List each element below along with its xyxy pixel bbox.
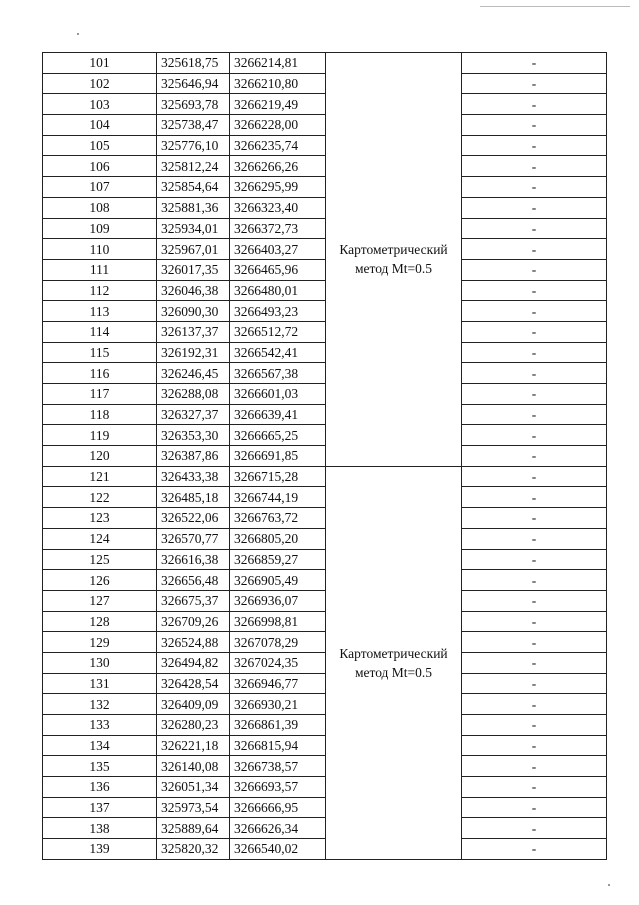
y-coordinate-cell: 3266512,72 <box>230 321 326 342</box>
point-number-cell: 122 <box>43 487 157 508</box>
accuracy-cell: - <box>462 590 607 611</box>
x-coordinate-cell: 326409,09 <box>157 694 230 715</box>
accuracy-cell: - <box>462 818 607 839</box>
table-row <box>43 425 607 446</box>
table-row <box>43 239 607 260</box>
y-coordinate-cell: 3266805,20 <box>230 528 326 549</box>
y-coordinate-cell: 3266235,74 <box>230 135 326 156</box>
y-coordinate-cell: 3266266,26 <box>230 156 326 177</box>
accuracy-cell: - <box>462 715 607 736</box>
x-coordinate-cell: 326046,38 <box>157 280 230 301</box>
accuracy-cell: - <box>462 280 607 301</box>
x-coordinate-cell: 326570,77 <box>157 528 230 549</box>
x-coordinate-cell: 326137,37 <box>157 321 230 342</box>
accuracy-cell: - <box>462 301 607 322</box>
x-coordinate-cell: 326140,08 <box>157 756 230 777</box>
y-coordinate-cell: 3266998,81 <box>230 611 326 632</box>
point-number-cell: 125 <box>43 549 157 570</box>
x-coordinate-cell: 325693,78 <box>157 94 230 115</box>
table-row <box>43 549 607 570</box>
point-number-cell: 132 <box>43 694 157 715</box>
accuracy-cell: - <box>462 218 607 239</box>
table-row <box>43 218 607 239</box>
y-coordinate-cell: 3266693,57 <box>230 777 326 798</box>
y-coordinate-cell: 3266323,40 <box>230 197 326 218</box>
point-number-cell: 129 <box>43 632 157 653</box>
accuracy-cell: - <box>462 652 607 673</box>
point-number-cell: 134 <box>43 735 157 756</box>
y-coordinate-cell: 3266493,23 <box>230 301 326 322</box>
table-row <box>43 342 607 363</box>
y-coordinate-cell: 3266626,34 <box>230 818 326 839</box>
accuracy-cell: - <box>462 528 607 549</box>
x-coordinate-cell: 326656,48 <box>157 570 230 591</box>
point-number-cell: 117 <box>43 384 157 405</box>
y-coordinate-cell: 3266403,27 <box>230 239 326 260</box>
y-coordinate-cell: 3266214,81 <box>230 53 326 74</box>
y-coordinate-cell: 3266744,19 <box>230 487 326 508</box>
point-number-cell: 113 <box>43 301 157 322</box>
y-coordinate-cell: 3266946,77 <box>230 673 326 694</box>
y-coordinate-cell: 3266639,41 <box>230 404 326 425</box>
x-coordinate-cell: 326485,18 <box>157 487 230 508</box>
y-coordinate-cell: 3266815,94 <box>230 735 326 756</box>
y-coordinate-cell: 3266219,49 <box>230 94 326 115</box>
table-row <box>43 652 607 673</box>
y-coordinate-cell: 3266665,25 <box>230 425 326 446</box>
accuracy-cell: - <box>462 135 607 156</box>
point-number-cell: 107 <box>43 177 157 198</box>
accuracy-cell: - <box>462 53 607 74</box>
table-row <box>43 363 607 384</box>
table-row <box>43 280 607 301</box>
accuracy-cell: - <box>462 777 607 798</box>
point-number-cell: 135 <box>43 756 157 777</box>
accuracy-cell: - <box>462 94 607 115</box>
accuracy-cell: - <box>462 839 607 860</box>
point-number-cell: 139 <box>43 839 157 860</box>
x-coordinate-cell: 325618,75 <box>157 53 230 74</box>
table-row <box>43 321 607 342</box>
accuracy-cell: - <box>462 632 607 653</box>
point-number-cell: 116 <box>43 363 157 384</box>
scan-speck <box>77 33 79 35</box>
x-coordinate-cell: 326433,38 <box>157 466 230 487</box>
accuracy-cell: - <box>462 384 607 405</box>
x-coordinate-cell: 326616,38 <box>157 549 230 570</box>
table-row <box>43 73 607 94</box>
point-number-cell: 111 <box>43 259 157 280</box>
scan-artifact-rule <box>480 6 630 7</box>
y-coordinate-cell: 3266905,49 <box>230 570 326 591</box>
x-coordinate-cell: 326327,37 <box>157 404 230 425</box>
y-coordinate-cell: 3266763,72 <box>230 508 326 529</box>
point-number-cell: 104 <box>43 115 157 136</box>
point-number-cell: 130 <box>43 652 157 673</box>
y-coordinate-cell: 3266465,96 <box>230 259 326 280</box>
table-row <box>43 570 607 591</box>
accuracy-cell: - <box>462 508 607 529</box>
accuracy-cell: - <box>462 404 607 425</box>
x-coordinate-cell: 326428,54 <box>157 673 230 694</box>
point-number-cell: 136 <box>43 777 157 798</box>
x-coordinate-cell: 326675,37 <box>157 590 230 611</box>
y-coordinate-cell: 3266295,99 <box>230 177 326 198</box>
point-number-cell: 103 <box>43 94 157 115</box>
point-number-cell: 110 <box>43 239 157 260</box>
table-row <box>43 487 607 508</box>
table-row <box>43 197 607 218</box>
table-row <box>43 384 607 405</box>
y-coordinate-cell: 3267024,35 <box>230 652 326 673</box>
x-coordinate-cell: 325881,36 <box>157 197 230 218</box>
accuracy-cell: - <box>462 673 607 694</box>
table-row <box>43 839 607 860</box>
accuracy-cell: - <box>462 342 607 363</box>
accuracy-cell: - <box>462 446 607 467</box>
y-coordinate-cell: 3266567,38 <box>230 363 326 384</box>
method-cell: Картометрический метод Mt=0.5 <box>326 466 462 859</box>
x-coordinate-cell: 325646,94 <box>157 73 230 94</box>
point-number-cell: 106 <box>43 156 157 177</box>
x-coordinate-cell: 325973,54 <box>157 797 230 818</box>
accuracy-cell: - <box>462 797 607 818</box>
x-coordinate-cell: 325812,24 <box>157 156 230 177</box>
table-row <box>43 404 607 425</box>
point-number-cell: 109 <box>43 218 157 239</box>
table-row <box>43 694 607 715</box>
accuracy-cell: - <box>462 611 607 632</box>
accuracy-cell: - <box>462 73 607 94</box>
point-number-cell: 127 <box>43 590 157 611</box>
accuracy-cell: - <box>462 259 607 280</box>
table-row <box>43 156 607 177</box>
table-row <box>43 466 607 487</box>
table-row <box>43 94 607 115</box>
y-coordinate-cell: 3266738,57 <box>230 756 326 777</box>
table-row <box>43 818 607 839</box>
accuracy-cell: - <box>462 735 607 756</box>
point-number-cell: 112 <box>43 280 157 301</box>
y-coordinate-cell: 3266542,41 <box>230 342 326 363</box>
point-number-cell: 101 <box>43 53 157 74</box>
point-number-cell: 133 <box>43 715 157 736</box>
y-coordinate-cell: 3266540,02 <box>230 839 326 860</box>
table-row <box>43 611 607 632</box>
accuracy-cell: - <box>462 487 607 508</box>
y-coordinate-cell: 3266859,27 <box>230 549 326 570</box>
y-coordinate-cell: 3266228,00 <box>230 115 326 136</box>
x-coordinate-cell: 325854,64 <box>157 177 230 198</box>
point-number-cell: 108 <box>43 197 157 218</box>
x-coordinate-cell: 325967,01 <box>157 239 230 260</box>
table-row <box>43 508 607 529</box>
accuracy-cell: - <box>462 694 607 715</box>
table-row <box>43 301 607 322</box>
y-coordinate-cell: 3266666,95 <box>230 797 326 818</box>
point-number-cell: 118 <box>43 404 157 425</box>
x-coordinate-cell: 326192,31 <box>157 342 230 363</box>
accuracy-cell: - <box>462 549 607 570</box>
x-coordinate-cell: 326017,35 <box>157 259 230 280</box>
x-coordinate-cell: 326246,45 <box>157 363 230 384</box>
x-coordinate-cell: 326709,26 <box>157 611 230 632</box>
table-row <box>43 715 607 736</box>
point-number-cell: 138 <box>43 818 157 839</box>
accuracy-cell: - <box>462 115 607 136</box>
table-row <box>43 446 607 467</box>
accuracy-cell: - <box>462 177 607 198</box>
table-row <box>43 177 607 198</box>
accuracy-cell: - <box>462 425 607 446</box>
y-coordinate-cell: 3266861,39 <box>230 715 326 736</box>
x-coordinate-cell: 326524,88 <box>157 632 230 653</box>
accuracy-cell: - <box>462 363 607 384</box>
table-row <box>43 797 607 818</box>
y-coordinate-cell: 3266930,21 <box>230 694 326 715</box>
x-coordinate-cell: 326280,23 <box>157 715 230 736</box>
y-coordinate-cell: 3266372,73 <box>230 218 326 239</box>
x-coordinate-cell: 326051,34 <box>157 777 230 798</box>
y-coordinate-cell: 3267078,29 <box>230 632 326 653</box>
table-row <box>43 735 607 756</box>
table-row <box>43 756 607 777</box>
x-coordinate-cell: 326494,82 <box>157 652 230 673</box>
accuracy-cell: - <box>462 756 607 777</box>
table-row <box>43 777 607 798</box>
x-coordinate-cell: 325889,64 <box>157 818 230 839</box>
x-coordinate-cell: 325738,47 <box>157 115 230 136</box>
x-coordinate-cell: 325934,01 <box>157 218 230 239</box>
x-coordinate-cell: 326221,18 <box>157 735 230 756</box>
x-coordinate-cell: 326353,30 <box>157 425 230 446</box>
point-number-cell: 124 <box>43 528 157 549</box>
x-coordinate-cell: 326387,86 <box>157 446 230 467</box>
y-coordinate-cell: 3266601,03 <box>230 384 326 405</box>
point-number-cell: 120 <box>43 446 157 467</box>
point-number-cell: 102 <box>43 73 157 94</box>
point-number-cell: 115 <box>43 342 157 363</box>
point-number-cell: 137 <box>43 797 157 818</box>
point-number-cell: 128 <box>43 611 157 632</box>
y-coordinate-cell: 3266691,85 <box>230 446 326 467</box>
accuracy-cell: - <box>462 466 607 487</box>
table-row <box>43 115 607 136</box>
y-coordinate-cell: 3266715,28 <box>230 466 326 487</box>
table-row <box>43 632 607 653</box>
accuracy-cell: - <box>462 197 607 218</box>
accuracy-cell: - <box>462 239 607 260</box>
point-number-cell: 123 <box>43 508 157 529</box>
point-number-cell: 126 <box>43 570 157 591</box>
point-number-cell: 131 <box>43 673 157 694</box>
point-number-cell: 119 <box>43 425 157 446</box>
x-coordinate-cell: 326090,30 <box>157 301 230 322</box>
x-coordinate-cell: 326288,08 <box>157 384 230 405</box>
point-number-cell: 105 <box>43 135 157 156</box>
x-coordinate-cell: 326522,06 <box>157 508 230 529</box>
table-row <box>43 528 607 549</box>
scan-speck <box>608 884 610 886</box>
point-number-cell: 121 <box>43 466 157 487</box>
accuracy-cell: - <box>462 321 607 342</box>
x-coordinate-cell: 325776,10 <box>157 135 230 156</box>
y-coordinate-cell: 3266210,80 <box>230 73 326 94</box>
table-row <box>43 259 607 280</box>
coordinates-table <box>42 52 607 860</box>
table-row <box>43 135 607 156</box>
accuracy-cell: - <box>462 156 607 177</box>
y-coordinate-cell: 3266480,01 <box>230 280 326 301</box>
table-row <box>43 590 607 611</box>
table-row <box>43 673 607 694</box>
x-coordinate-cell: 325820,32 <box>157 839 230 860</box>
coordinates-table-body <box>43 53 607 860</box>
table-row <box>43 53 607 74</box>
point-number-cell: 114 <box>43 321 157 342</box>
accuracy-cell: - <box>462 570 607 591</box>
method-cell: Картометрический метод Mt=0.5 <box>326 53 462 467</box>
y-coordinate-cell: 3266936,07 <box>230 590 326 611</box>
